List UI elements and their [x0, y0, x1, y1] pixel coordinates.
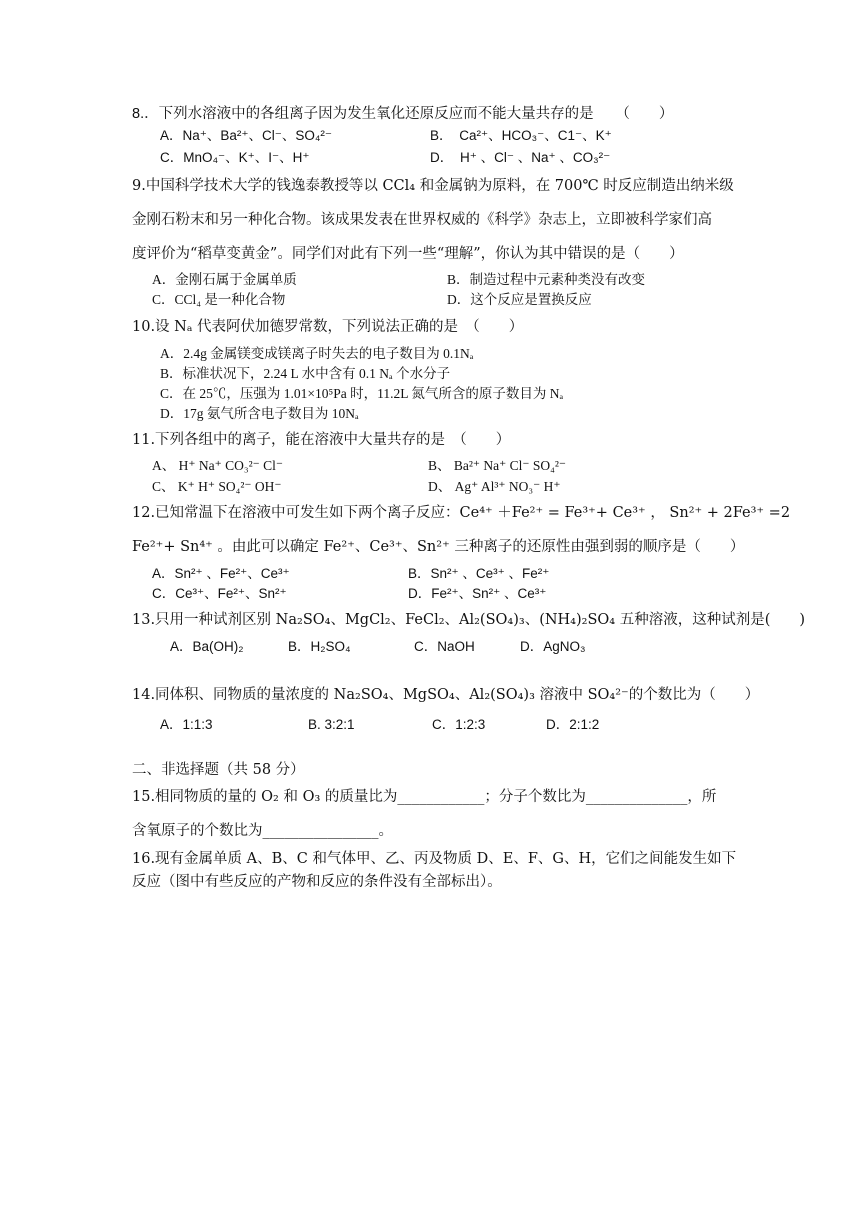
q16-stem-line2: 反应（图中有些反应的产物和反应的条件没有全部标出）。	[132, 874, 502, 890]
q10-option-b: B．标准状况下，2.24 L 水中含有 0.1 Nₐ 个水分子	[160, 366, 451, 381]
q10-stem: 10.设 Nₐ 代表阿伏加德罗常数，下列说法正确的是 （ ）	[132, 319, 524, 335]
q12-option-d: D．Fe²⁺、Sn²⁺ 、Ce³⁺	[408, 586, 547, 601]
q12-stem-line2: Fe²⁺+ Sn⁴⁺ 。由此可以确定 Fe²⁺、Ce³⁺、Sn²⁺ 三种离子的还原性由强到弱的顺序是（ ）	[132, 539, 745, 555]
q8-stem: 8.．下列水溶液中的各组离子因为发生氧化还原反应而不能大量共存的是 （ ）	[132, 106, 674, 122]
section-heading-non-choice: 二、非选择题（共 58 分）	[132, 762, 305, 778]
q13-stem: 13.只用一种试剂区别 Na₂SO₄、MgCl₂、FeCl₂、Al₂(SO₄)₃、(NH₄)₂SO₄ 五种溶液，这种试剂是( )	[132, 612, 806, 628]
q10-option-c: C．在 25℃，压强为 1.01×10⁵Pa 时，11.2L 氮气所含的原子数目为 Nₐ	[160, 386, 564, 401]
q8-option-c: C．MnO₄⁻、K⁺、I⁻、H⁺	[160, 150, 310, 165]
q12-stem-line1: 12.已知常温下在溶液中可发生如下两个离子反应：Ce⁴⁺ ＋Fe²⁺ = Fe³⁺+ Ce³⁺ ， Sn²⁺ + 2Fe³⁺ =2	[132, 505, 791, 521]
q15-stem-line2: 含氧原子的个数比为________________。	[132, 823, 393, 839]
q14-option-a: A．1:1:3	[160, 717, 213, 732]
q10-option-d: D．17g 氨气所含电子数目为 10Nₐ	[160, 406, 359, 421]
q9-option-b: B．制造过程中元素种类没有改变	[447, 272, 646, 287]
q14-option-b: B. 3:2:1	[308, 717, 355, 732]
q8-option-b: B． Ca²⁺、HCO₃⁻、C1⁻、K⁺	[430, 128, 612, 143]
q15-stem-line1: 15.相同物质的量的 O₂ 和 O₃ 的质量比为____________；分子个数比为______________，所	[132, 789, 717, 805]
q9-option-a: A．金刚石属于金属单质	[152, 272, 297, 287]
q13-option-a: A．Ba(OH)₂	[170, 639, 244, 654]
q9-stem-line1: 9.中国科学技术大学的钱逸泰教授等以 CCl₄ 和金属钠为原料，在 700℃ 时反应制造出纳米级	[132, 178, 734, 194]
q11-option-d: D、 Ag⁺ Al³⁺ NO₃⁻ H⁺	[428, 479, 561, 494]
q11-option-b: B、 Ba²⁺ Na⁺ Cl⁻ SO₄²⁻	[428, 458, 567, 473]
q13-option-b: B．H₂SO₄	[288, 639, 351, 654]
q14-stem: 14.同体积、同物质的量浓度的 Na₂SO₄、MgSO₄、Al₂(SO₄)₃ 溶液中 SO₄²⁻的个数比为（ ）	[132, 687, 760, 703]
q8-option-d: D． H⁺ 、Cl⁻ 、Na⁺ 、CO₃²⁻	[430, 150, 611, 165]
q12-option-b: B．Sn²⁺ 、Ce³⁺ 、Fe²⁺	[408, 566, 550, 581]
q13-option-c: C．NaOH	[414, 639, 475, 654]
q9-stem-line3: 度评价为“稻草变黄金”。同学们对此有下列一些“理解”，你认为其中错误的是（ ）	[132, 246, 684, 262]
q8-option-a: A．Na⁺、Ba²⁺、Cl⁻、SO₄²⁻	[160, 128, 333, 143]
q9-option-c: C．CCl₄ 是一种化合物	[152, 292, 286, 307]
q9-option-d: D．这个反应是置换反应	[447, 292, 592, 307]
q11-stem: 11.下列各组中的离子，能在溶液中大量共存的是 （ ）	[132, 432, 511, 448]
q11-option-c: C、 K⁺ H⁺ SO₄²⁻ OH⁻	[152, 479, 282, 494]
q12-option-a: A．Sn²⁺ 、Fe²⁺、Ce³⁺	[152, 566, 290, 581]
q10-option-a: A．2.4g 金属镁变成镁离子时失去的电子数目为 0.1Nₐ	[160, 346, 474, 361]
q11-option-a: A、 H⁺ Na⁺ CO₃²⁻ Cl⁻	[152, 458, 284, 473]
q13-option-d: D．AgNO₃	[520, 639, 586, 654]
q14-option-d: D．2:1:2	[546, 717, 600, 732]
q9-stem-line2: 金刚石粉末和另一种化合物。该成果发表在世界权威的《科学》杂志上，立即被科学家们高	[132, 212, 712, 228]
q16-stem-line1: 16.现有金属单质 A、B、C 和气体甲、乙、丙及物质 D、E、F、G、H，它们之间能发生如下	[132, 851, 737, 867]
q14-option-c: C．1:2:3	[432, 717, 486, 732]
q12-option-c: C．Ce³⁺、Fe²⁺、Sn²⁺	[152, 586, 287, 601]
